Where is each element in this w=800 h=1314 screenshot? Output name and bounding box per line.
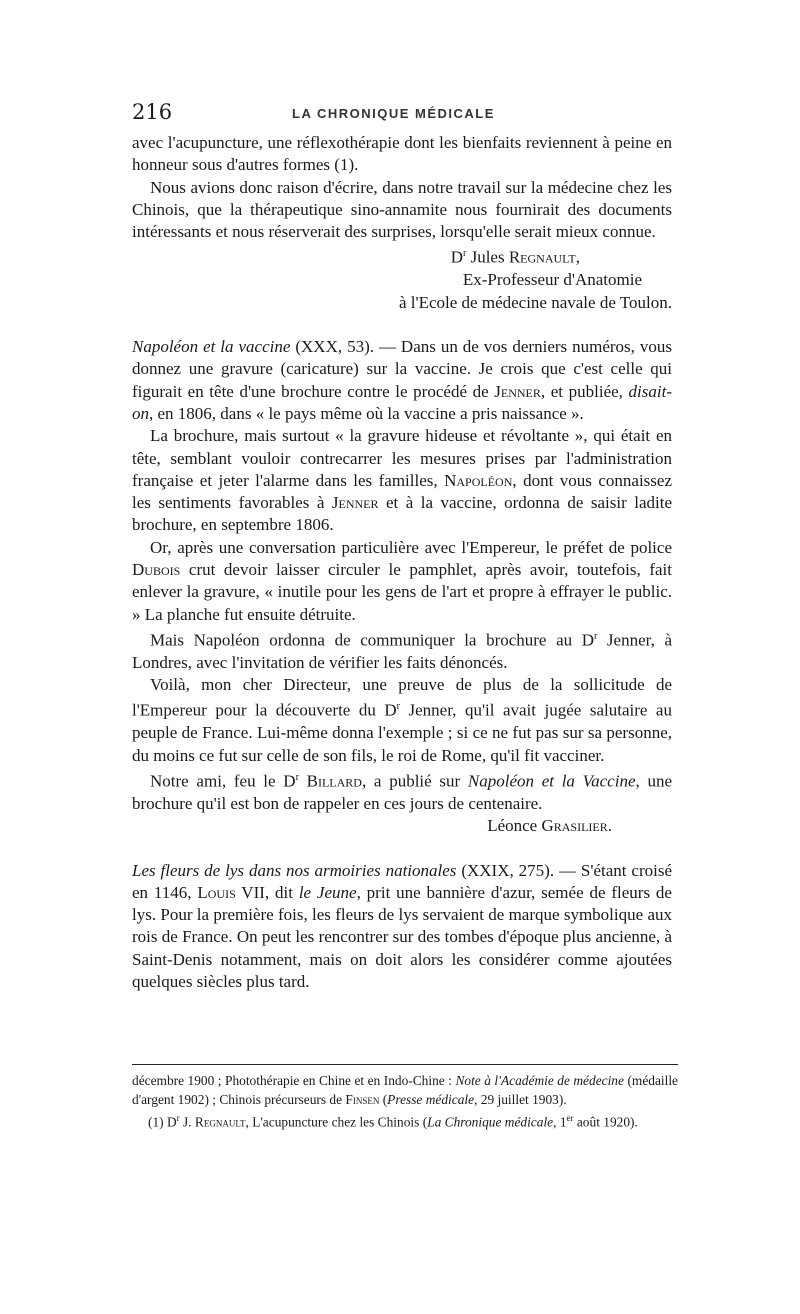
footnote-divider	[132, 1064, 678, 1065]
paragraph-continuation: avec l'acupuncture, une réflexothérapie dont les bienfaits reviennent à peine en honneur sous d'autres formes (1).	[132, 133, 672, 175]
napoleon-paragraph-1: Napoléon et la vaccine (XXX, 53). — Dans un de vos derniers numéros, vous donnez une gravure (caricature) sur la vaccine. Je crois que c'est celle qui figurait en tête d'une brochure contre le procédé de Jenner, et publiée, disait-on, en 1806, dans « le pays même où la vaccine a pris naissance ».	[132, 337, 672, 423]
running-head: LA CHRONIQUE MÉDICALE	[292, 106, 495, 121]
signature-grasilier: Léonce Grasilier.	[487, 816, 612, 836]
footnote-1: (1) $D^r$ J. Regnault, L'acupuncture chez les Chinois (La Chronique médicale, 1er août 1920).	[148, 1113, 638, 1130]
signature-line-2: Ex-Professeur d'Anatomie	[462, 270, 642, 290]
signature-line-1: $D^r$ Jules Regnault,	[450, 248, 580, 268]
page-header	[132, 100, 672, 128]
signature-line-3: à l'Ecole de médecine navale de Toulon.	[399, 292, 672, 312]
footnote-continuation: décembre 1900 ; Photothérapie en Chine et en Indo-Chine : Note à l'Académie de médecine (médaille d'argent 1902) ; Chinois précurseurs de Finsen (Presse médicale, 29 juillet 1903).	[132, 1073, 679, 1107]
napoleon-paragraph-6: Notre ami, feu le $D^r$ Billard, a publié sur Napoléon et la Vaccine, une brochure qu'il est bon de rappeler en ces jours de centenaire.	[132, 771, 673, 813]
section-title-fleurs: Les fleurs de lys dans nos armoiries nationales	[132, 860, 457, 880]
main-text	[132, 132, 672, 993]
napoleon-paragraph-4: Mais Napoléon ordonna de communiquer la brochure au $D^r$ Jenner, à Londres, avec l'invitation de vérifier les faits dénoncés.	[132, 630, 672, 672]
section-title-napoleon: Napoléon et la vaccine	[132, 337, 291, 357]
author-name: Regnault,	[508, 248, 580, 268]
page-number: 216	[132, 100, 173, 124]
section-gap	[132, 314, 672, 336]
fleurs-paragraph: Les fleurs de lys dans nos armoiries nationales (XXIX, 275). — S'étant croisé en 1146, Louis VII, dit le Jeune, prit une bannière d'azur, semée de fleurs de lys. Pour la première fois, les fleurs de lys servaient de marque symbolique aux rois de France. On peut les rencontrer sur des tombes d'époque plus ancienne, à Saint-Denis notamment, mais on doit alors les considérer comme ajoutées quelques siècles plus tard.	[132, 860, 672, 992]
footnotes	[132, 1072, 678, 1132]
section-gap	[132, 838, 672, 860]
napoleon-paragraph-3: Or, après une conversation particulière avec l'Empereur, le préfet de police Dubois crut devoir laisser circuler le pamphlet, après avoir, toutefois, fait enlever la gravure, « inutile pour les gens de l'art et propre à effrayer le public. » La planche fut ensuite détruite.	[132, 537, 672, 624]
napoleon-paragraph-2: La brochure, mais surtout « la gravure hideuse et révoltante », qui était en tête, semblant vouloir contrecarrer les mesures prises par l'administration française et jeter l'alarme dans les familles, Napoléon, dont vous connaissez les sentiments favorables à Jenner et à la vaccine, ordonna de saisir ladite brochure, en septembre 1806.	[132, 426, 672, 535]
paragraph-conclusion: Nous avions donc raison d'écrire, dans notre travail sur la médecine chez les Chinois, que la thérapeutique sino-annamite nous fournirait des documents intéressants et nous réserverait des surprises, lorsqu'elle serait mieux connue.	[132, 177, 672, 242]
napoleon-paragraph-5: Voilà, mon cher Directeur, une preuve de plus de la sollicitude de l'Empereur pour la découverte du $D^r$ Jenner, qu'il avait jugée salutaire au peuple de France. Lui-même donna l'exemple ; si ce ne fut pas sur sa personne, du moins ce fut sur celle de son fils, le roi de Rome, qu'il fit vacciner.	[132, 675, 672, 765]
